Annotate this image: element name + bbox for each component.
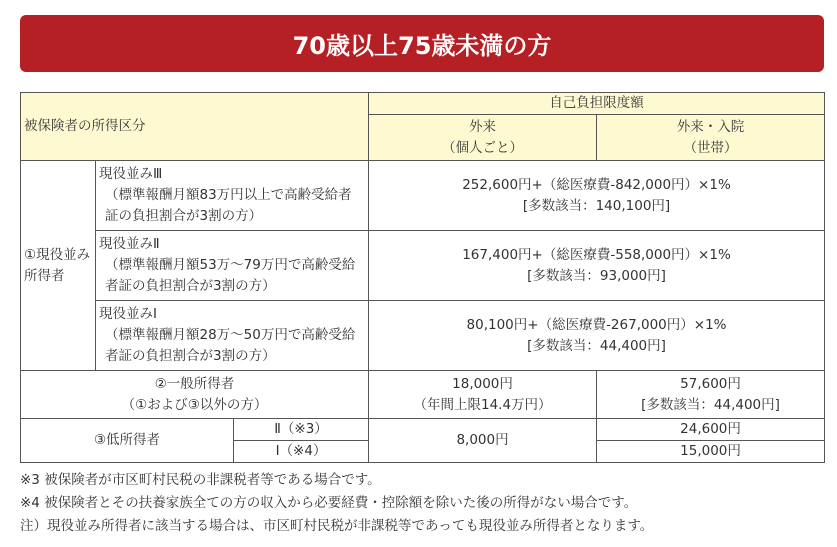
general-income-sub: （①および③以外の方） [121, 396, 268, 413]
active-row-limit [369, 301, 825, 371]
table-row [21, 371, 825, 419]
header-outpatient [369, 115, 597, 161]
general-both-cell [597, 371, 825, 419]
active-row-desc: （標準報酬月額83万円以上で高齢受給者証の負担割合が3割の方） [105, 187, 352, 224]
general-income-label: ②一般所得者 [154, 375, 235, 392]
table-row [21, 161, 825, 231]
active-row-desc: （標準報酬月額28万～50万円で高齢受給者証の負担割合が3割の方） [105, 327, 356, 364]
low-income-both-value: 24,600円 [597, 419, 825, 441]
footnote: 注）現役並み所得者に該当する場合は、市区町村民税が非課税等であっても現役並み所得者となります。 [20, 518, 654, 534]
active-row-label-cell [96, 161, 369, 231]
cost-limit-table [20, 92, 825, 463]
low-income-label: ③低所得者 [21, 419, 234, 463]
header-income-category: 被保険者の所得区分 [21, 93, 369, 161]
page-title: 70歳以上75歳未満の方 [292, 32, 552, 60]
header-limit: 自己負担限度額 [369, 93, 825, 115]
limit-formula: 252,600円+（総医療費-842,000円）×1% [462, 176, 731, 193]
active-row-desc: （標準報酬月額53万～79万円で高齢受給者証の負担割合が3割の方） [105, 257, 356, 294]
page-title-banner [20, 15, 824, 72]
footnote: ※3 被保険者が市区町村民税の非課税者等である場合です。 [20, 472, 381, 488]
active-row-label-cell [96, 231, 369, 301]
active-row-label: 現役並みⅡ [99, 236, 160, 252]
general-outpatient-cell [369, 371, 597, 419]
table-row [21, 231, 825, 301]
multi-case-limit: [多数該当：93,000円] [527, 267, 666, 284]
general-income-label-cell [21, 371, 369, 419]
limit-formula: 167,400円+（総医療費-558,000円）×1% [462, 246, 731, 263]
active-row-limit [369, 161, 825, 231]
active-row-limit [369, 231, 825, 301]
header-both-label: 外来・入院 [676, 118, 745, 135]
header-outpatient-sub: （個人ごと） [442, 139, 524, 156]
active-row-label-cell [96, 301, 369, 371]
header-outpatient-label: 外来 [469, 118, 497, 135]
low-income-both-value: 15,000円 [597, 441, 825, 463]
footnote: ※4 被保険者とその扶養家族全ての方の収入から必要経費・控除額を除いた後の所得がない場合です。 [20, 495, 638, 511]
table-row [21, 301, 825, 371]
general-both-sub: [多数該当：44,400円] [641, 396, 780, 413]
header-outpatient-inpatient [597, 115, 825, 161]
low-income-sub-label: Ⅱ（※3） [234, 419, 369, 441]
general-outpatient-value: 18,000円 [452, 375, 513, 392]
footnotes [20, 469, 824, 538]
active-row-label: 現役並みⅢ [99, 166, 163, 182]
active-income-group-label: ①現役並み所得者 [21, 161, 96, 371]
low-income-sub-label: Ⅰ（※4） [234, 441, 369, 463]
header-both-sub: （世帯） [683, 139, 738, 156]
general-both-value: 57,600円 [680, 375, 741, 392]
table-row [21, 419, 825, 441]
active-row-label: 現役並みⅠ [99, 306, 157, 322]
multi-case-limit: [多数該当：140,100円] [522, 197, 671, 214]
general-outpatient-sub: （年間上限14.4万円） [413, 396, 552, 413]
limit-formula: 80,100円+（総医療費-267,000円）×1% [466, 316, 727, 333]
table-header-row [21, 93, 825, 115]
multi-case-limit: [多数該当：44,400円] [527, 337, 666, 354]
low-income-outpatient-value: 8,000円 [369, 419, 597, 463]
